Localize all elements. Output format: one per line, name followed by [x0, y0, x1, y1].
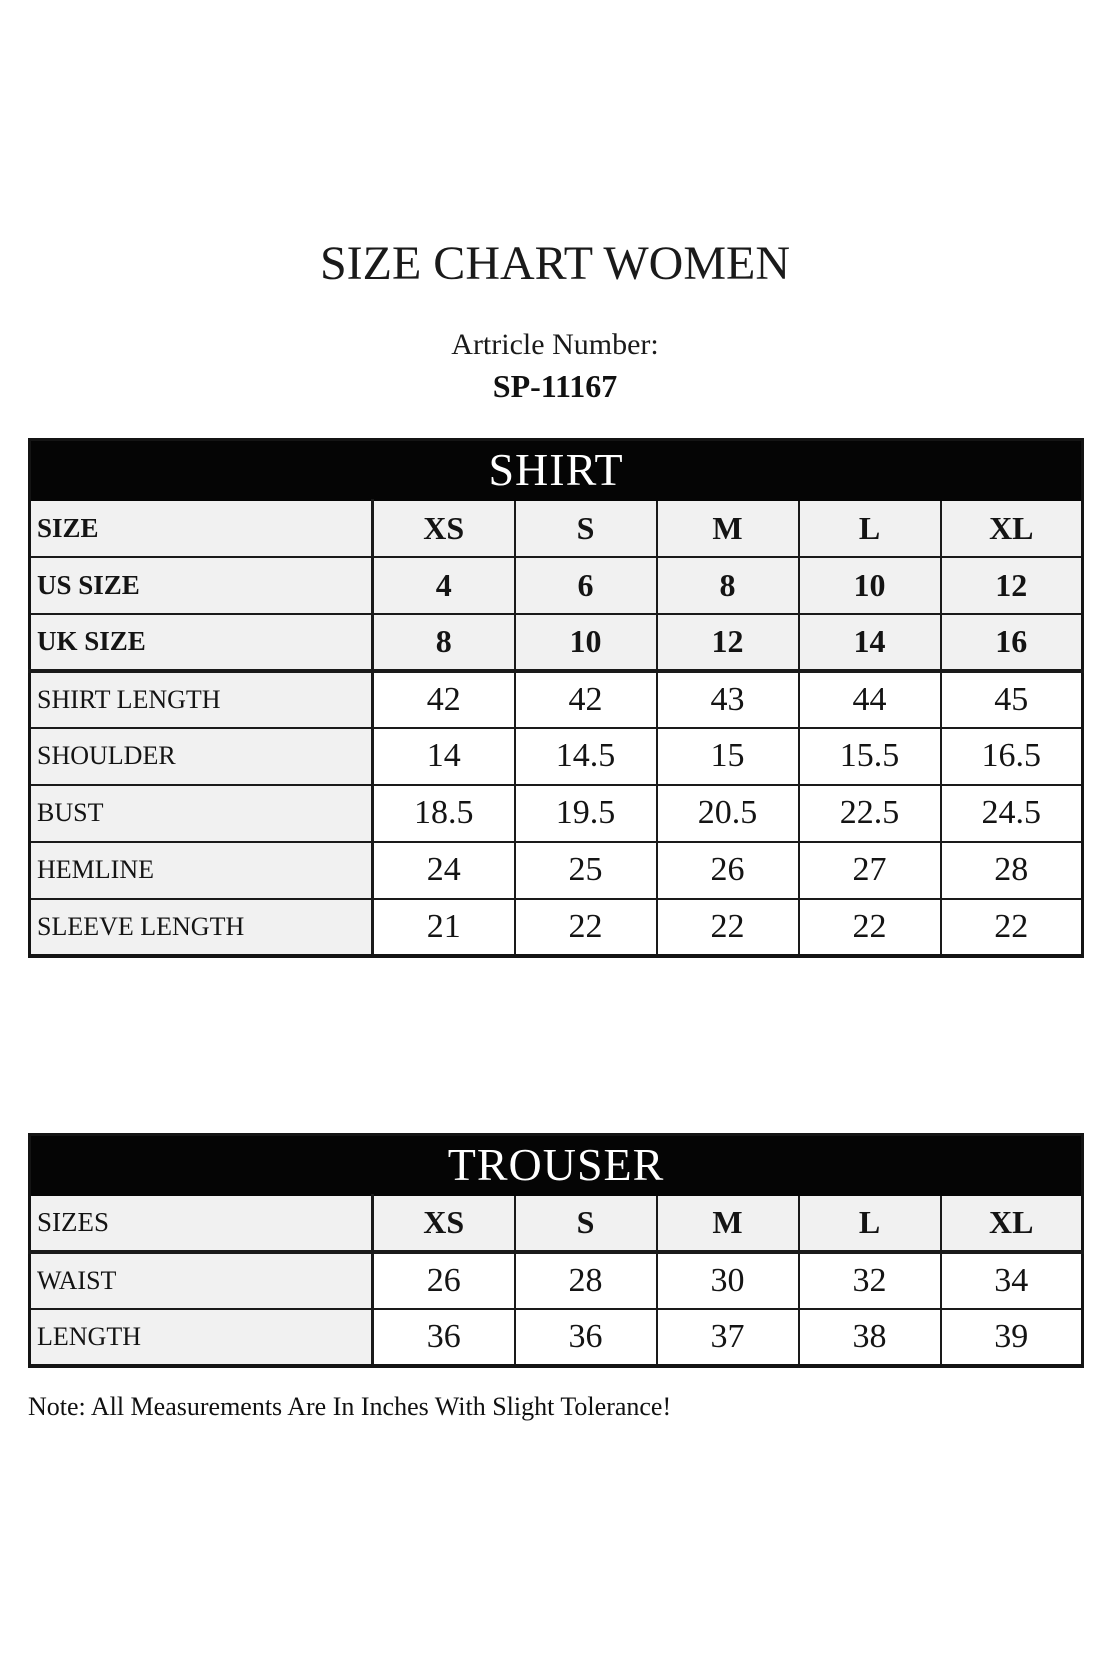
shirt-row-sleeve-length [30, 899, 1083, 956]
cell-m: 8 [657, 557, 799, 614]
cell-xl: 22 [941, 899, 1083, 956]
cell-m: M [657, 1195, 799, 1252]
cell-xl: XL [941, 500, 1083, 557]
page-title: SIZE CHART WOMEN [319, 237, 790, 290]
cell-s: 25 [515, 842, 657, 899]
cell-l: 27 [799, 842, 941, 899]
cell-s: 19.5 [515, 785, 657, 842]
row-label: LENGTH [30, 1309, 373, 1366]
cell-xs: 42 [373, 671, 515, 728]
trouser-table-banner [30, 1135, 1083, 1195]
cell-l: 44 [799, 671, 941, 728]
trouser-size-table [28, 1133, 1084, 1368]
row-label: WAIST [30, 1252, 373, 1309]
shirt-size-table [28, 438, 1084, 958]
cell-m: 30 [657, 1252, 799, 1309]
trouser-row-waist [30, 1252, 1083, 1309]
shirt-row-size [30, 500, 1083, 557]
shirt-row-shoulder [30, 728, 1083, 785]
cell-l: 22.5 [799, 785, 941, 842]
cell-l: 10 [799, 557, 941, 614]
shirt-row-uk-size [30, 614, 1083, 671]
cell-xl: XL [941, 1195, 1083, 1252]
cell-l: 32 [799, 1252, 941, 1309]
cell-l: 22 [799, 899, 941, 956]
cell-m: 22 [657, 899, 799, 956]
cell-m: 43 [657, 671, 799, 728]
row-label: SHIRT LENGTH [30, 671, 373, 728]
cell-l: L [799, 500, 941, 557]
article-number-value: SP-11167 [492, 368, 618, 404]
article-number-label: Artricle Number: [451, 328, 659, 361]
cell-xl: 28 [941, 842, 1083, 899]
cell-l: 14 [799, 614, 941, 671]
cell-xl: 16 [941, 614, 1083, 671]
shirt-row-bust [30, 785, 1083, 842]
cell-m: 37 [657, 1309, 799, 1366]
shirt-table-banner [30, 440, 1083, 500]
cell-xl: 34 [941, 1252, 1083, 1309]
cell-s: 14.5 [515, 728, 657, 785]
cell-m: M [657, 500, 799, 557]
trouser-table-title: TROUSER [30, 1135, 1083, 1195]
measurement-note: Note: All Measurements Are In Inches With Slight Tolerance! [28, 1392, 672, 1421]
cell-xs: 8 [373, 614, 515, 671]
row-label: US SIZE [30, 557, 373, 614]
cell-xs: 24 [373, 842, 515, 899]
cell-m: 26 [657, 842, 799, 899]
shirt-table-title: SHIRT [30, 440, 1083, 500]
cell-xs: XS [373, 1195, 515, 1252]
cell-s: 10 [515, 614, 657, 671]
cell-xs: 26 [373, 1252, 515, 1309]
cell-s: 6 [515, 557, 657, 614]
cell-xl: 45 [941, 671, 1083, 728]
cell-xs: 36 [373, 1309, 515, 1366]
row-label: SHOULDER [30, 728, 373, 785]
cell-l: 38 [799, 1309, 941, 1366]
row-label: SIZES [30, 1195, 373, 1252]
cell-s: 28 [515, 1252, 657, 1309]
cell-s: S [515, 500, 657, 557]
cell-xl: 12 [941, 557, 1083, 614]
cell-s: 42 [515, 671, 657, 728]
cell-xs: 14 [373, 728, 515, 785]
cell-m: 12 [657, 614, 799, 671]
cell-xl: 16.5 [941, 728, 1083, 785]
trouser-row-length [30, 1309, 1083, 1366]
shirt-row-hemline [30, 842, 1083, 899]
cell-xs: 21 [373, 899, 515, 956]
cell-s: 36 [515, 1309, 657, 1366]
cell-xs: XS [373, 500, 515, 557]
row-label: BUST [30, 785, 373, 842]
row-label: SIZE [30, 500, 373, 557]
shirt-row-shirt-length [30, 671, 1083, 728]
cell-m: 15 [657, 728, 799, 785]
shirt-row-us-size [30, 557, 1083, 614]
cell-xl: 24.5 [941, 785, 1083, 842]
cell-xs: 4 [373, 557, 515, 614]
cell-l: 15.5 [799, 728, 941, 785]
cell-m: 20.5 [657, 785, 799, 842]
row-label: HEMLINE [30, 842, 373, 899]
cell-s: 22 [515, 899, 657, 956]
cell-xs: 18.5 [373, 785, 515, 842]
cell-xl: 39 [941, 1309, 1083, 1366]
cell-l: L [799, 1195, 941, 1252]
row-label: SLEEVE LENGTH [30, 899, 373, 956]
row-label: UK SIZE [30, 614, 373, 671]
trouser-row-sizes [30, 1195, 1083, 1252]
cell-s: S [515, 1195, 657, 1252]
